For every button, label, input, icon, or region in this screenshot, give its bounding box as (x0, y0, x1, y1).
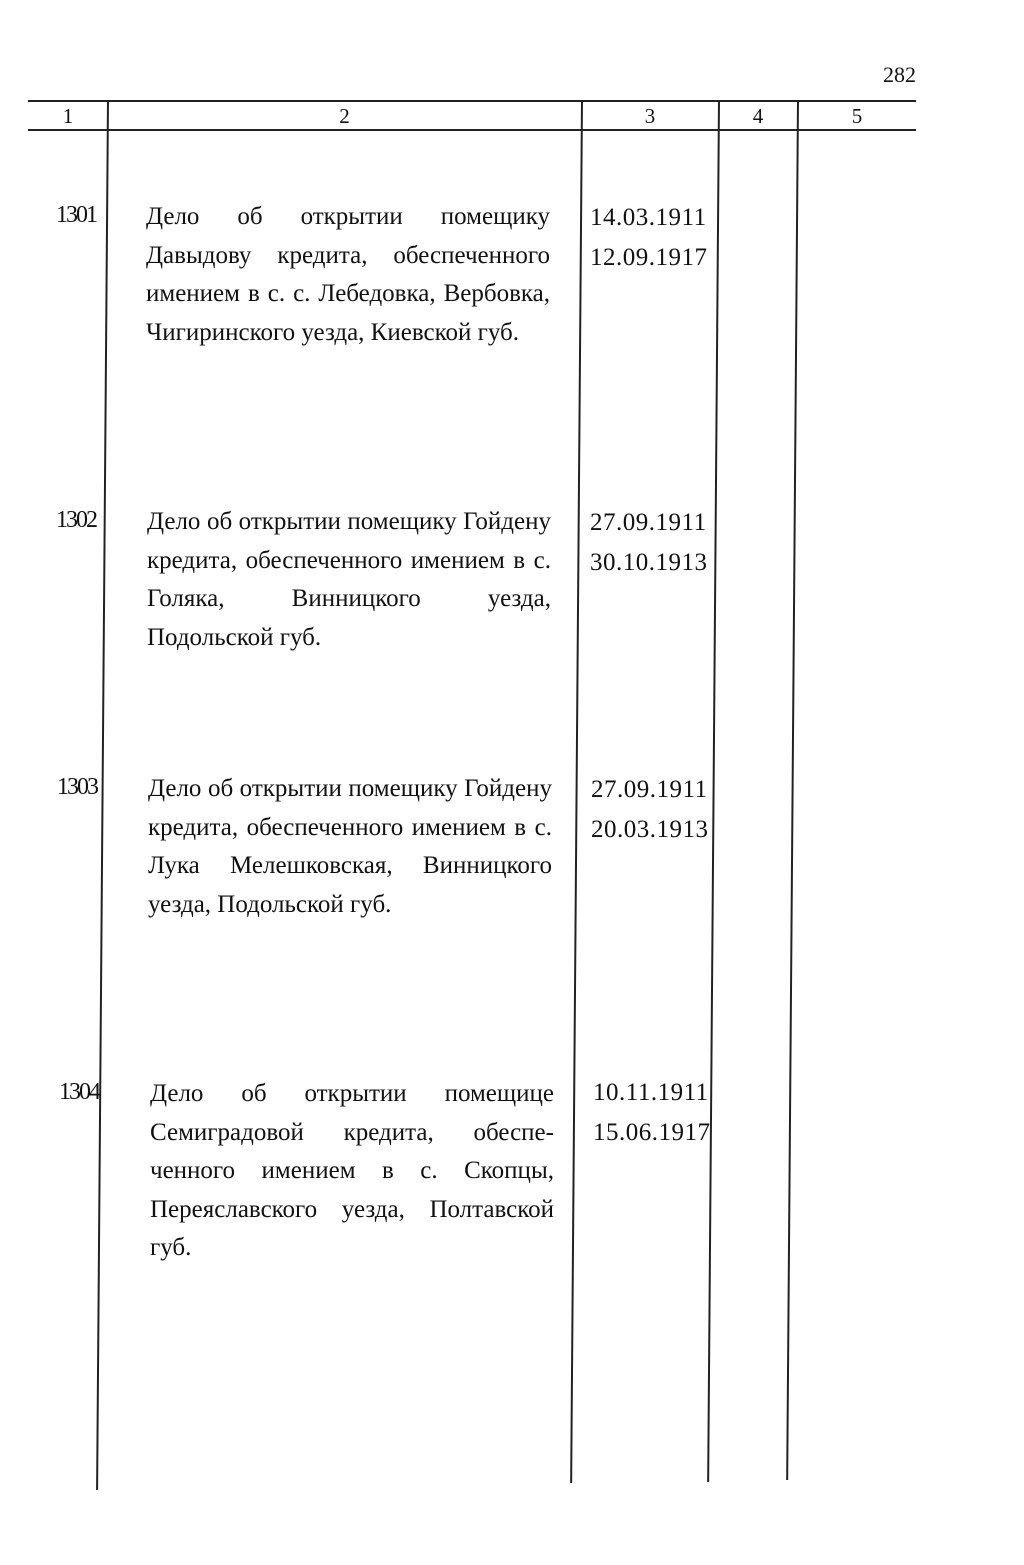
entry-date-start: 27.09.1911 (590, 509, 707, 536)
entry-number: 1304 (59, 1079, 99, 1105)
entry-number: 1301 (56, 202, 96, 228)
column-header-2: 2 (339, 104, 350, 128)
entry-date-start: 10.11.1911 (593, 1079, 709, 1106)
page-number: 282 (883, 62, 916, 87)
column-header-4: 4 (752, 104, 764, 128)
entry-date-start: 14.03.1911 (590, 204, 707, 231)
column-divider-3 (707, 100, 719, 1482)
entry-date-end: 15.06.1917 (593, 1119, 711, 1146)
entry-date-end: 30.10.1913 (590, 549, 708, 576)
column-divider-4 (786, 100, 798, 1480)
column-header-1: 1 (62, 104, 74, 128)
entry-date-start: 27.09.1911 (591, 776, 708, 803)
entry-number: 1303 (57, 774, 97, 800)
entry-description: Дело об открытии помещику Гойдену кредита, обеспеченного имением в с. Голяка, Винницкого уезда, Подольской губ. (147, 508, 551, 651)
column-divider-2 (570, 100, 582, 1483)
entry-description: Дело об открытии помещику Гойдену кредита, обеспеченного имением в с. Лука Мелешковская, Винницкого уезда, Подольской губ. (148, 775, 552, 918)
entry-date-end: 20.03.1913 (591, 816, 709, 843)
entry-number: 1302 (56, 507, 96, 533)
column-divider-1 (96, 100, 108, 1490)
entry-date-end: 12.09.1917 (590, 244, 708, 271)
entry-description: Дело об открытии помещику Давыдову кредита, обеспеченного имением в с. с. Лебедовка, Вербовка, Чигиринского уезда, Киевской губ. (146, 203, 550, 346)
entry-description: Дело об открытии помещице Семиградовой кредита, обеспеченного имением в с. Скопцы, Переяславского уезда, Полтавской губ. (150, 1080, 554, 1261)
header-bottom-rule (28, 129, 916, 131)
column-header-5: 5 (851, 104, 863, 128)
column-header-3: 3 (644, 104, 656, 128)
header-top-rule (28, 100, 916, 102)
